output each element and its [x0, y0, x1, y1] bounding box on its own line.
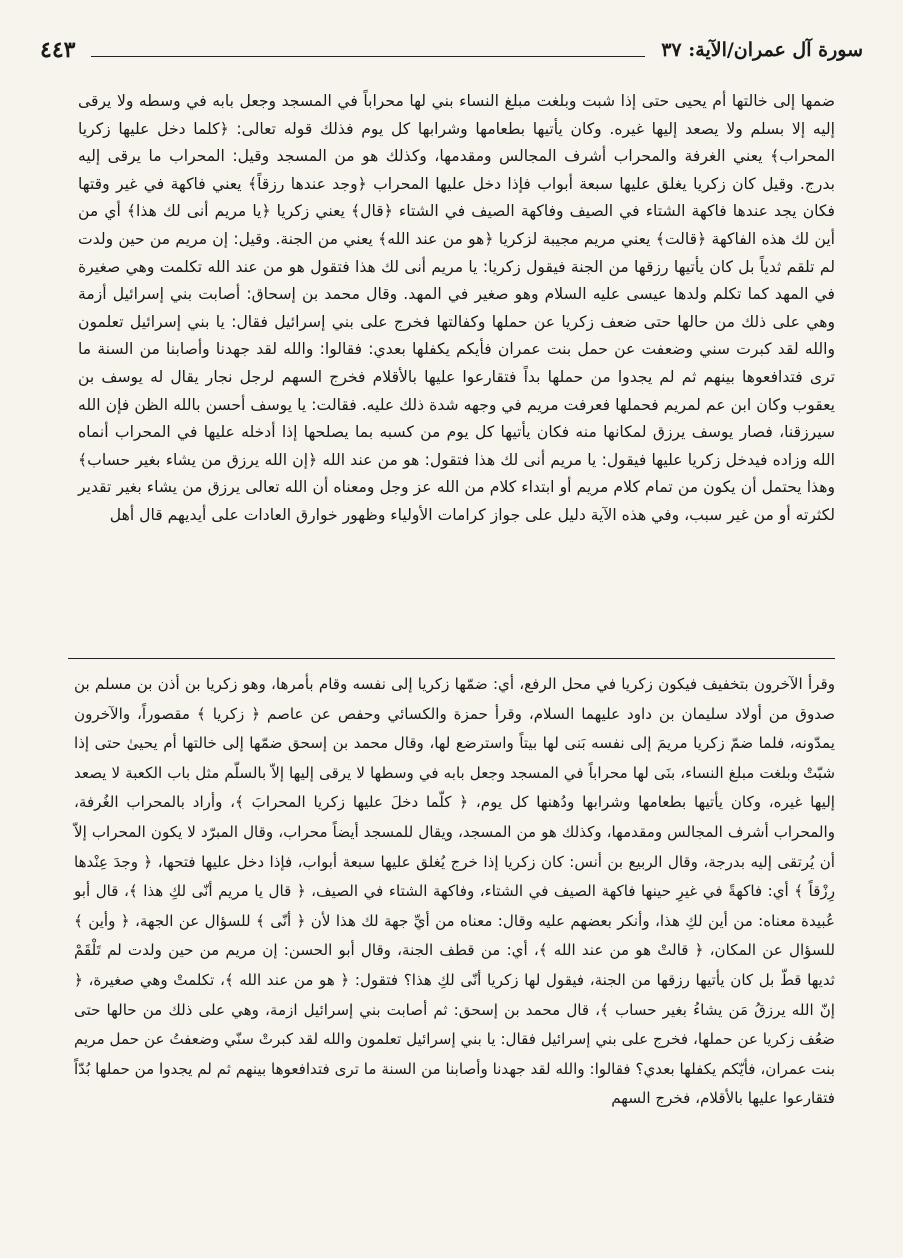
header-rule: [91, 56, 645, 57]
main-commentary: [78, 88, 835, 530]
surah-verse-title: سورة آل عمران/الآية: ٣٧: [661, 39, 863, 61]
footnote-paragraph: وقرأ الآخرون بتخفيف فيكون زكريا في محل الرفع، أي: ضمّها زكريا إلى نفسه وقام بأمرها، وهو زكريا بن أذن بن مسلم بن صدوق من أولاد سليمان بن داود عليهما السلام، وقرأ حمزة والكسائي وحفص عن عاصم ﴿ زكريا ﴾ مقصوراً، والآخرون يمدّونه، فلما ضمّ زكريا مريمَ إلى نفسه بَنى لها بيتاً واسترضع لها، وقال محمد بن إسحق ضمّها إلى خالتها أم يحيىٰ حتى إذا شبّتْ وبلغت مبلغ النساء، بنَى لها محراباً في المسجد وجعل بابه في وسطها لا يرقى إليها إلاّ بالسلّم مثل باب الكعبة لا يصعد إليها غيره، وكان يأتيها بطعامها وشرابها ودُهنها كل يوم، ﴿ كلّما دخلَ عليها زكريا المحرابَ ﴾، وأراد بالمحراب الغُرفة، والمحراب أشرف المجالس ومقدمها، وكذلك هو من المسجد، ويقال للمسجد أيضاً محراب، وقال المبرّد لا يكون المحراب إلاّ أن يُرتقى إليه بدرجة، وقال الربيع بن أنس: كان زكريا إذا خرج يُغلق عليها سبعة أبواب، فإذا دخل عليها فتحها، ﴿ وجدَ عِنْدها رِزْقاً ﴾ أي: فاكهةً في غيرِ حينها فاكهة الصيف في الشتاء، وفاكهة الشتاء في الصيف، ﴿ قال يا مريم أنّى لكِ هذا ﴾، قال أبو عُبيدة معناه: من أين لكِ هذا، وأنكر بعضهم عليه وقال: معناه من أيِّ جهة لك هذا لأن ﴿ أنّى ﴾ للسؤال عن الجهة، ﴿ وأين ﴾للسؤال عن المكان، ﴿ قالتْ هو من عند الله ﴾، أي: من قطف الجنة، وقال أبو الحسن: إن مريم من حين ولدت لم تَلْقَمْ ثديها قطّ بل كان يأتيها رزقها من الجنة، فيقول لها زكريا أنّى لكِ هذا؟ فتقول: ﴿ هو من عند الله ﴾، تكلمتْ وهي صغيرة، ﴿ إنّ الله يرزقُ مَن يشاءُ بغير حساب ﴾، قال محمد بن إسحق: ثم أصابت بني إسرائيل ازمة، وهي على ذلك من حالها حتى ضعُف زكريا عن حملها، فخرج على بني إسرائيل فقال: يا بني إسرائيل تعلمون والله لقد كبرتْ سنّي وضعفتُ عن حمل مريم بنت عمران، فأيّكم يكفلها بعدي؟ فقالوا: والله لقد جهدنا وأصابنا من السنة ما ترى فتدافعوها بينهم ثم لم يجدوا من حملها بُدّاً فتقارعوا عليها بالأقلام، فخرج السهم: [74, 675, 835, 1108]
main-paragraph: ضمها إلى خالتها أم يحيى حتى إذا شبت وبلغت مبلغ النساء بني لها محراباً في المسجد وجعل بابه في وسطه ولا يرقى إليه إلا بسلم ولا يصعد إليها غيره. وكان يأتيها بطعامها وشرابها كل يوم فذلك قوله تعالى: ﴿كلما دخل عليها زكريا المحراب﴾ يعني الغرفة والمحراب أشرف المجالس ومقدمها، وكذلك هو من المسجد وقيل: المحراب ما يرقى إليه بدرج. وقيل كان زكريا يغلق عليها سبعة أبواب فإذا دخل عليها المحراب ﴿وجد عندها رزقاً﴾ يعني فاكهة في غير وقتها فكان يجد عندها فاكهة الشتاء في الصيف وفاكهة الصيف في الشتاء ﴿قال﴾ يعني زكريا ﴿يا مريم أنى لك هذا﴾ أي من أين لك هذه الفاكهة ﴿قالت﴾ يعني مريم مجيبة لزكريا ﴿هو من عند الله﴾ يعني من الجنة. وقيل: إن مريم من حين ولدت لم تلقم ثدياً بل كان يأتيها رزقها من الجنة فيقول زكريا: يا مريم أنى لك هذا فتقول هو من عند الله تكلمت وهي صغيرة في المهد كما تكلم ولدها عيسى عليه السلام وهو صغير في المهد. وقال محمد بن إسحاق: أصابت بني إسرائيل أزمة وهي على ذلك من حالها حتى ضعف زكريا عن حملها وكفالتها فخرج على بني إسرائيل فقال: يا بني إسرائيل تعلمون والله لقد كبرت سني وضعفت عن حمل بنت عمران فأيكم يكفلها بعدي: فقالوا: والله لقد جهدنا وأصابنا من السنة ما ترى فتدافعوها بينهم ثم لم يجدوا من حملها بداً فتقارعوا عليها بالأقلام فخرج السهم لرجل نجار يقال له يوسف بن يعقوب وكان ابن عم لمريم فحملها فعرفت مريم في وجهه شدة ذلك عليه. فقالت: يا يوسف أحسن بالله الظن فإن الله سيرزقنا، فصار يوسف يرزق لمكانها منه فكان يأتيها كل يوم من كسبه بما يصلحها إذا أدخله عليها في المحراب أنماه الله وزاده فيدخل زكريا عليها فيقول: يا مريم أنى لك هذا فتقول: هو من عند الله ﴿إن الله يرزق من يشاء بغير حساب﴾ وهذا يحتمل أن يكون من تمام كلام مريم أو ابتداء كلام من الله عز وجل ومعناه أن الله تعالى يرزق من يشاء بغير تقدير لكثرته أو من غير سبب، وفي هذه الآية دليل على جواز كرامات الأولياء وظهور خوارق العادات على أيديهم قال أهل: [78, 92, 835, 524]
footnote-divider: [68, 658, 835, 659]
footnote-commentary: [74, 670, 835, 1114]
page-number: ٤٤٣: [40, 37, 76, 63]
page-header: [40, 30, 863, 70]
